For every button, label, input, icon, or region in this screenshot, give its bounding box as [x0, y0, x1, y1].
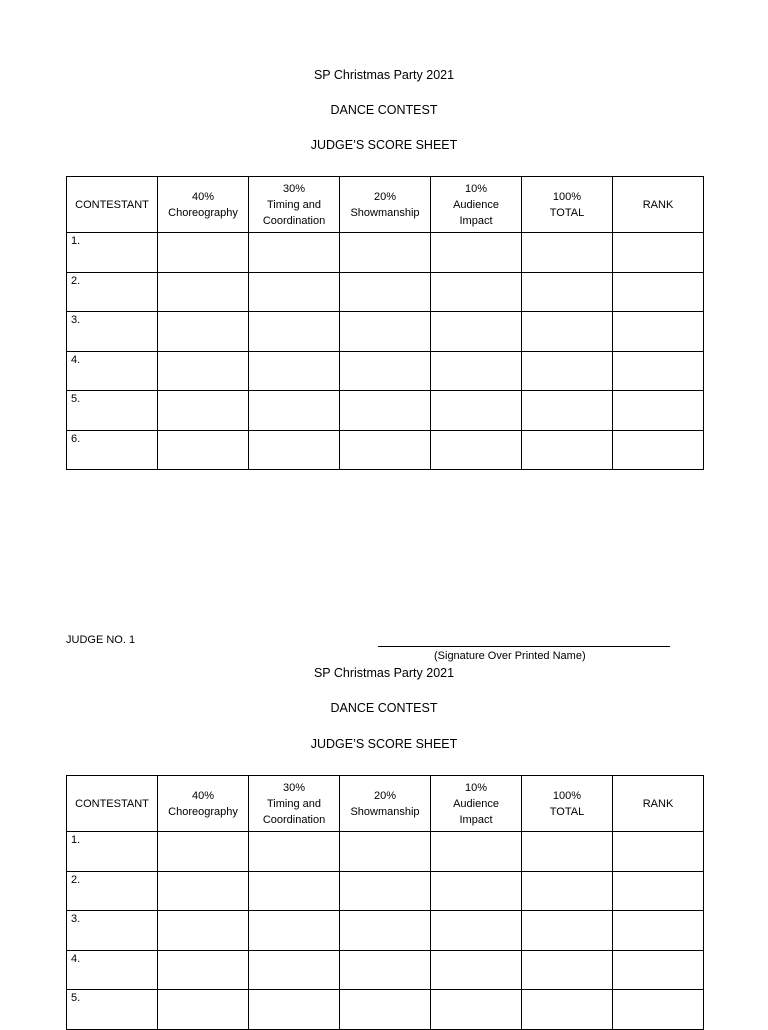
- rank-cell[interactable]: [613, 272, 704, 312]
- header-text: 40%: [191, 789, 215, 802]
- timing-score-cell[interactable]: [249, 312, 340, 352]
- header-text: 10%: [464, 182, 488, 195]
- header-text: Audience: [453, 797, 499, 810]
- header-text: 100%: [552, 190, 582, 203]
- table-row: [67, 351, 704, 391]
- score-table: [66, 176, 704, 470]
- timing-score-cell[interactable]: [249, 911, 340, 951]
- timing-score-cell[interactable]: [249, 871, 340, 911]
- audience-impact-score-cell[interactable]: [431, 990, 522, 1030]
- event-title: SP Christmas Party 2021: [313, 666, 455, 680]
- table-header-row: [67, 776, 704, 832]
- header-audience-impact: [431, 776, 522, 832]
- rank-cell[interactable]: [613, 430, 704, 470]
- total-score-cell[interactable]: [522, 391, 613, 431]
- audience-impact-score-cell[interactable]: [431, 391, 522, 431]
- total-score-cell[interactable]: [522, 950, 613, 990]
- header-text: 40%: [191, 190, 215, 203]
- header-text: 20%: [373, 190, 397, 203]
- total-score-cell[interactable]: [522, 990, 613, 1030]
- table-row: [67, 990, 704, 1030]
- contest-title: DANCE CONTEST: [330, 701, 438, 715]
- header-text: 30%: [282, 182, 306, 195]
- table-header-row: [67, 177, 704, 233]
- signature-caption: (Signature Over Printed Name): [434, 650, 586, 662]
- showmanship-score-cell[interactable]: [340, 312, 431, 352]
- showmanship-score-cell[interactable]: [340, 430, 431, 470]
- timing-score-cell[interactable]: [249, 430, 340, 470]
- audience-impact-score-cell[interactable]: [431, 312, 522, 352]
- contestant-cell: 1.: [67, 832, 158, 872]
- header-text: Coordination: [262, 214, 326, 227]
- showmanship-score-cell[interactable]: [340, 950, 431, 990]
- contestant-cell: 1.: [67, 233, 158, 273]
- header-text: Showmanship: [350, 206, 420, 219]
- header-text: Impact: [459, 813, 493, 826]
- rank-cell[interactable]: [613, 911, 704, 951]
- choreography-score-cell[interactable]: [158, 832, 249, 872]
- audience-impact-score-cell[interactable]: [431, 832, 522, 872]
- header-text: CONTESTANT: [75, 797, 149, 810]
- table-row: [67, 312, 704, 352]
- table-row: [67, 871, 704, 911]
- contestant-cell: 3.: [67, 911, 158, 951]
- contestant-cell: 2.: [67, 871, 158, 911]
- header-text: RANK: [642, 797, 674, 810]
- timing-score-cell[interactable]: [249, 233, 340, 273]
- header-text: Showmanship: [350, 805, 420, 818]
- header-contestant: [67, 177, 158, 233]
- sheet-title: JUDGE’S SCORE SHEET: [310, 138, 458, 152]
- header-total: [522, 776, 613, 832]
- header-audience-impact: [431, 177, 522, 233]
- rank-cell[interactable]: [613, 391, 704, 431]
- header-text: Timing and: [266, 797, 321, 810]
- header-text: Audience: [453, 198, 499, 211]
- total-score-cell[interactable]: [522, 312, 613, 352]
- total-score-cell[interactable]: [522, 430, 613, 470]
- header-total: [522, 177, 613, 233]
- table-row: [67, 911, 704, 951]
- audience-impact-score-cell[interactable]: [431, 950, 522, 990]
- header-text: TOTAL: [549, 805, 585, 818]
- rank-cell[interactable]: [613, 832, 704, 872]
- choreography-score-cell[interactable]: [158, 911, 249, 951]
- contestant-cell: 2.: [67, 272, 158, 312]
- contestant-cell: 4.: [67, 950, 158, 990]
- event-title: SP Christmas Party 2021: [313, 68, 455, 82]
- header-text: Choreography: [168, 805, 238, 818]
- header-text: TOTAL: [549, 206, 585, 219]
- header-text: Coordination: [262, 813, 326, 826]
- showmanship-score-cell[interactable]: [340, 272, 431, 312]
- header-rank: [613, 776, 704, 832]
- table-row: [67, 233, 704, 273]
- total-score-cell[interactable]: [522, 832, 613, 872]
- timing-score-cell[interactable]: [249, 990, 340, 1030]
- choreography-score-cell[interactable]: [158, 950, 249, 990]
- sheet-title: JUDGE’S SCORE SHEET: [310, 737, 458, 751]
- header-text: Choreography: [168, 206, 238, 219]
- header-text: 20%: [373, 789, 397, 802]
- audience-impact-score-cell[interactable]: [431, 430, 522, 470]
- total-score-cell[interactable]: [522, 351, 613, 391]
- header-showmanship: [340, 776, 431, 832]
- rank-cell[interactable]: [613, 871, 704, 911]
- header-choreography: [158, 776, 249, 832]
- showmanship-score-cell[interactable]: [340, 391, 431, 431]
- audience-impact-score-cell[interactable]: [431, 911, 522, 951]
- total-score-cell[interactable]: [522, 911, 613, 951]
- header-showmanship: [340, 177, 431, 233]
- header-text: 30%: [282, 781, 306, 794]
- timing-score-cell[interactable]: [249, 391, 340, 431]
- audience-impact-score-cell[interactable]: [431, 351, 522, 391]
- rank-cell[interactable]: [613, 351, 704, 391]
- header-text: 10%: [464, 781, 488, 794]
- choreography-score-cell[interactable]: [158, 233, 249, 273]
- judge-number-label: JUDGE NO. 1: [66, 634, 136, 646]
- header-text: Timing and: [266, 198, 321, 211]
- choreography-score-cell[interactable]: [158, 430, 249, 470]
- score-table: [66, 775, 704, 1030]
- contestant-cell: 5.: [67, 391, 158, 431]
- header-choreography: [158, 177, 249, 233]
- showmanship-score-cell[interactable]: [340, 351, 431, 391]
- header-text: 100%: [552, 789, 582, 802]
- table-row: [67, 430, 704, 470]
- contestant-cell: 5.: [67, 990, 158, 1030]
- showmanship-score-cell[interactable]: [340, 233, 431, 273]
- rank-cell[interactable]: [613, 950, 704, 990]
- total-score-cell[interactable]: [522, 272, 613, 312]
- signature-line: [378, 646, 670, 647]
- choreography-score-cell[interactable]: [158, 990, 249, 1030]
- choreography-score-cell[interactable]: [158, 351, 249, 391]
- rank-cell[interactable]: [613, 312, 704, 352]
- rank-cell[interactable]: [613, 233, 704, 273]
- table-row: [67, 832, 704, 872]
- table-row: [67, 272, 704, 312]
- table-row: [67, 391, 704, 431]
- showmanship-score-cell[interactable]: [340, 832, 431, 872]
- showmanship-score-cell[interactable]: [340, 911, 431, 951]
- showmanship-score-cell[interactable]: [340, 871, 431, 911]
- contestant-cell: 6.: [67, 430, 158, 470]
- rank-cell[interactable]: [613, 990, 704, 1030]
- total-score-cell[interactable]: [522, 871, 613, 911]
- total-score-cell[interactable]: [522, 233, 613, 273]
- contest-title: DANCE CONTEST: [330, 103, 438, 117]
- contestant-cell: 4.: [67, 351, 158, 391]
- header-timing-coordination: [249, 177, 340, 233]
- timing-score-cell[interactable]: [249, 832, 340, 872]
- audience-impact-score-cell[interactable]: [431, 871, 522, 911]
- header-text: Impact: [459, 214, 493, 227]
- header-timing-coordination: [249, 776, 340, 832]
- choreography-score-cell[interactable]: [158, 871, 249, 911]
- choreography-score-cell[interactable]: [158, 272, 249, 312]
- header-text: RANK: [642, 198, 674, 211]
- timing-score-cell[interactable]: [249, 272, 340, 312]
- header-rank: [613, 177, 704, 233]
- timing-score-cell[interactable]: [249, 351, 340, 391]
- timing-score-cell[interactable]: [249, 950, 340, 990]
- audience-impact-score-cell[interactable]: [431, 272, 522, 312]
- audience-impact-score-cell[interactable]: [431, 233, 522, 273]
- table-row: [67, 950, 704, 990]
- choreography-score-cell[interactable]: [158, 312, 249, 352]
- header-contestant: [67, 776, 158, 832]
- contestant-cell: 3.: [67, 312, 158, 352]
- showmanship-score-cell[interactable]: [340, 990, 431, 1030]
- choreography-score-cell[interactable]: [158, 391, 249, 431]
- header-text: CONTESTANT: [75, 198, 149, 211]
